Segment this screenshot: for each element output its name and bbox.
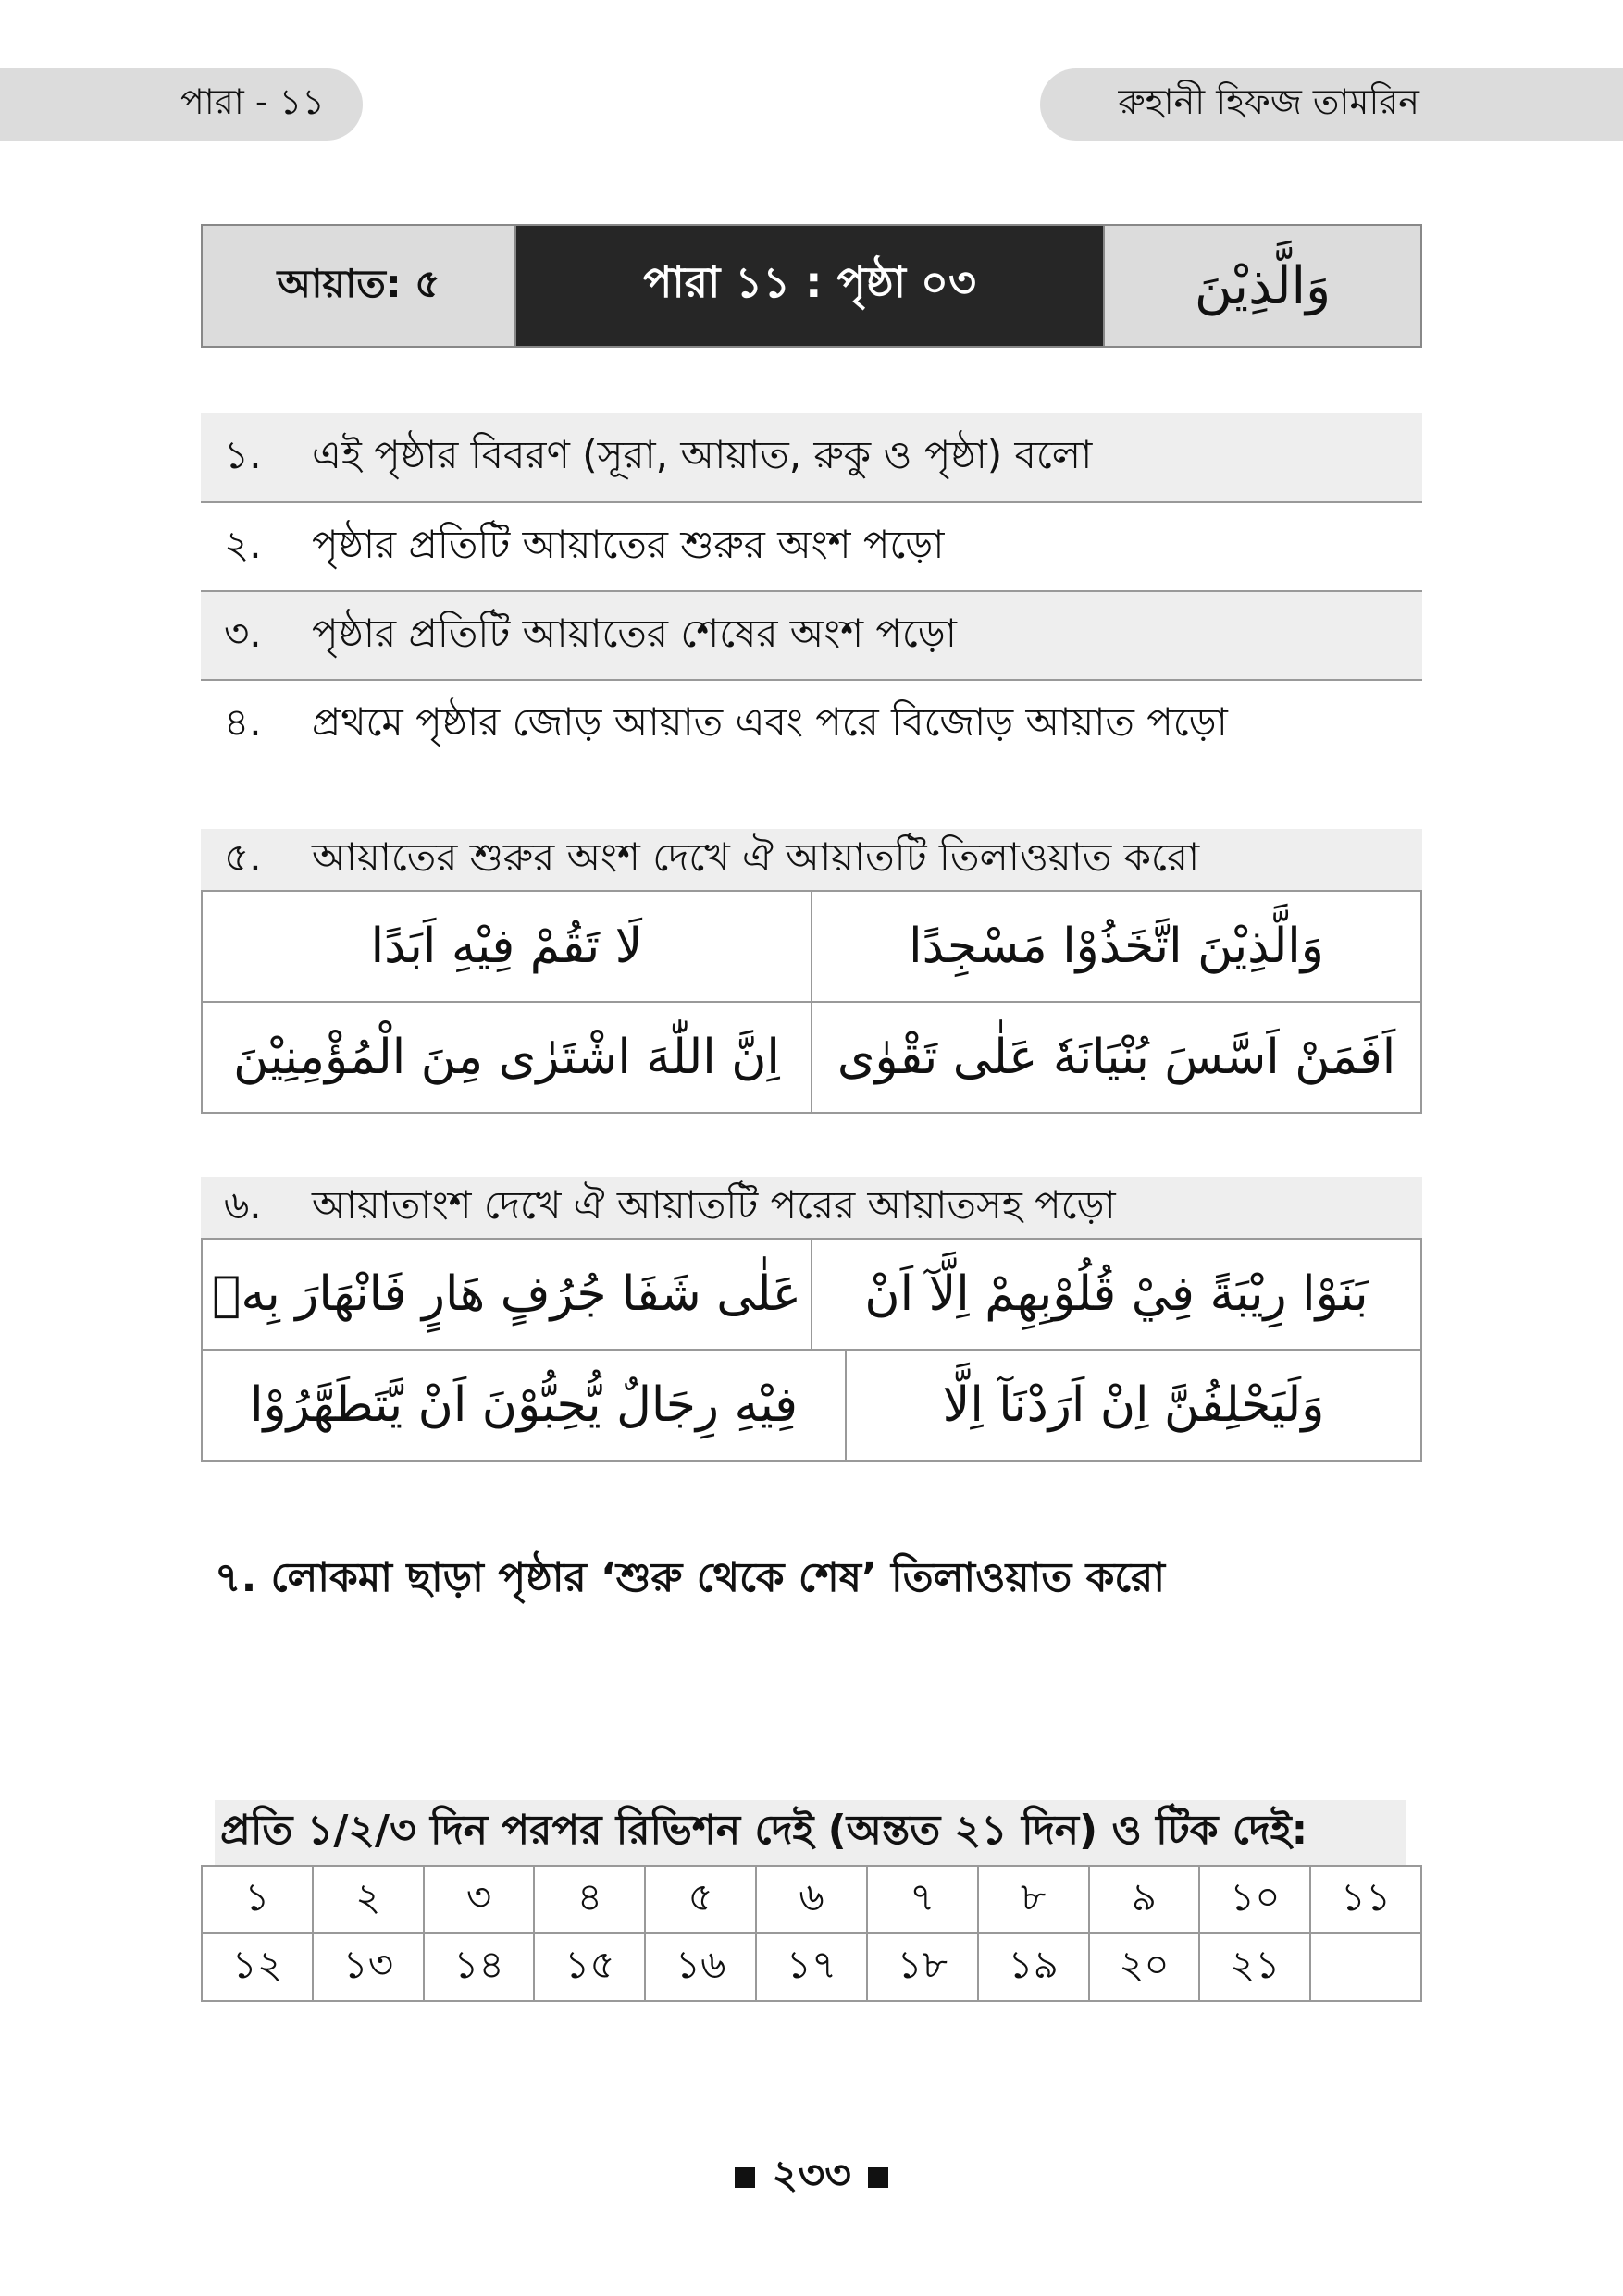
para-label: পারা - ১১ xyxy=(180,81,325,122)
revision-cell[interactable]: ৫ xyxy=(645,1866,756,1933)
revision-cell[interactable]: ১৮ xyxy=(867,1933,978,2001)
revision-cell[interactable]: ৯ xyxy=(1089,1866,1200,1933)
page-number: ২৩৩ xyxy=(772,2152,851,2199)
instruction-number: ২. xyxy=(224,521,262,567)
grid-row xyxy=(203,1349,1420,1460)
arabic-cell: عَلٰى شَفَا جُرُفٍ هَارٍ فَانْهَارَ بِهٖ xyxy=(212,1266,801,1322)
instruction-item xyxy=(201,501,1422,590)
section-text: আয়াতাংশ দেখে ঐ আয়াতটি পরের আয়াতসহ পড়ো xyxy=(312,1181,1116,1228)
instruction-number: ৪. xyxy=(224,698,262,745)
revision-cell[interactable]: ১৯ xyxy=(978,1933,1089,2001)
square-bullet-icon xyxy=(735,2167,755,2188)
para-page-title: পারা ১১ : পৃষ্ঠা ০৩ xyxy=(514,226,1105,346)
revision-cell[interactable]: ১৩ xyxy=(313,1933,424,2001)
instruction-list xyxy=(201,413,1422,768)
instruction-text: পৃষ্ঠার প্রতিটি আয়াতের শেষের অংশ পড়ো xyxy=(312,610,957,656)
instruction-item xyxy=(201,413,1422,501)
instruction-item xyxy=(201,679,1422,768)
revision-cell[interactable]: ৩ xyxy=(424,1866,535,1933)
revision-cell[interactable]: ৭ xyxy=(867,1866,978,1933)
arabic-cell: فِيْهِ رِجَالٌ يُّحِبُّوْنَ اَنْ يَّتَطَهَّرُوْا xyxy=(250,1377,798,1433)
revision-row xyxy=(202,1866,1421,1933)
grid-row xyxy=(203,1001,1420,1112)
arabic-cell: لَا تَقُمْ فِيْهِ اَبَدًا xyxy=(370,919,643,974)
revision-cell[interactable]: ১২ xyxy=(202,1933,313,2001)
arabic-cell: وَالَّذِيْنَ اتَّخَذُوْا مَسْجِدًا xyxy=(811,892,1420,1001)
step-7-instruction: ৭. লোকমা ছাড়া পৃষ্ঠার ‘শুরু থেকে শেষ’ তিলাওয়াত করো xyxy=(215,1554,1166,1601)
book-title: রুহানী হিফজ তামরিন xyxy=(1118,81,1419,122)
revision-cell[interactable]: ৪ xyxy=(534,1866,645,1933)
square-bullet-icon xyxy=(868,2167,888,2188)
revision-cell[interactable] xyxy=(1310,1933,1421,2001)
title-box xyxy=(201,224,1422,348)
section-5-heading xyxy=(201,829,1422,890)
revision-heading: প্রতি ১/২/৩ দিন পরপর রিভিশন দেই (অন্তত ২১ দিন) ও টিক দেই: xyxy=(215,1800,1406,1865)
revision-cell[interactable]: ২ xyxy=(313,1866,424,1933)
section-number: ৬. xyxy=(224,1181,262,1228)
revision-cell[interactable]: ১১ xyxy=(1310,1866,1421,1933)
arabic-cell: وَلَيَحْلِفُنَّ اِنْ اَرَدْنَآ اِلَّا xyxy=(845,1351,1420,1460)
grid-row xyxy=(203,892,1420,1001)
section-6-heading xyxy=(201,1177,1422,1238)
section-5-grid xyxy=(201,890,1422,1114)
ayat-count: আয়াত: ৫ xyxy=(203,226,514,346)
header-book-title xyxy=(1040,68,1623,141)
revision-cell[interactable]: ১ xyxy=(202,1866,313,1933)
arabic-cell: اِنَّ اللّٰهَ اشْتَرٰى مِنَ الْمُؤْمِنِيْنَ xyxy=(233,1030,780,1085)
arabic-cell: اَفَمَنْ اَسَّسَ بُنْيَانَهٗ عَلٰى تَقْوٰى xyxy=(811,1003,1420,1112)
revision-cell[interactable]: ২১ xyxy=(1199,1933,1310,2001)
instruction-text: এই পৃষ্ঠার বিবরণ (সূরা, আয়াত, রুকু ও পৃষ্ঠা) বলো xyxy=(312,431,1093,477)
revision-cell[interactable]: ১০ xyxy=(1199,1866,1310,1933)
page-footer xyxy=(0,2144,1623,2212)
revision-cell[interactable]: ১৭ xyxy=(756,1933,867,2001)
revision-cell[interactable]: ১৫ xyxy=(534,1933,645,2001)
section-number: ৫. xyxy=(224,833,262,880)
revision-table xyxy=(201,1865,1422,2002)
instruction-text: পৃষ্ঠার প্রতিটি আয়াতের শুরুর অংশ পড়ো xyxy=(312,521,945,567)
revision-row xyxy=(202,1933,1421,2001)
revision-cell[interactable]: ৬ xyxy=(756,1866,867,1933)
arabic-cell: بَنَوْا رِيْبَةً فِيْ قُلُوْبِهِمْ اِلَّآ اَنْ xyxy=(811,1240,1420,1349)
section-text: আয়াতের শুরুর অংশ দেখে ঐ আয়াতটি তিলাওয়াত করো xyxy=(312,833,1200,880)
revision-cell[interactable]: ১৬ xyxy=(645,1933,756,2001)
instruction-number: ৩. xyxy=(224,610,262,656)
grid-row xyxy=(203,1240,1420,1349)
revision-cell[interactable]: ২০ xyxy=(1089,1933,1200,2001)
instruction-number: ১. xyxy=(224,431,262,477)
revision-cell[interactable]: ১৪ xyxy=(424,1933,535,2001)
page-start-word: وَالَّذِيْنَ xyxy=(1105,226,1420,346)
instruction-item xyxy=(201,590,1422,679)
revision-cell[interactable]: ৮ xyxy=(978,1866,1089,1933)
section-6-grid xyxy=(201,1238,1422,1462)
instruction-text: প্রথমে পৃষ্ঠার জোড় আয়াত এবং পরে বিজোড় আয়াত পড়ো xyxy=(312,698,1228,745)
header-para-label xyxy=(0,68,363,141)
